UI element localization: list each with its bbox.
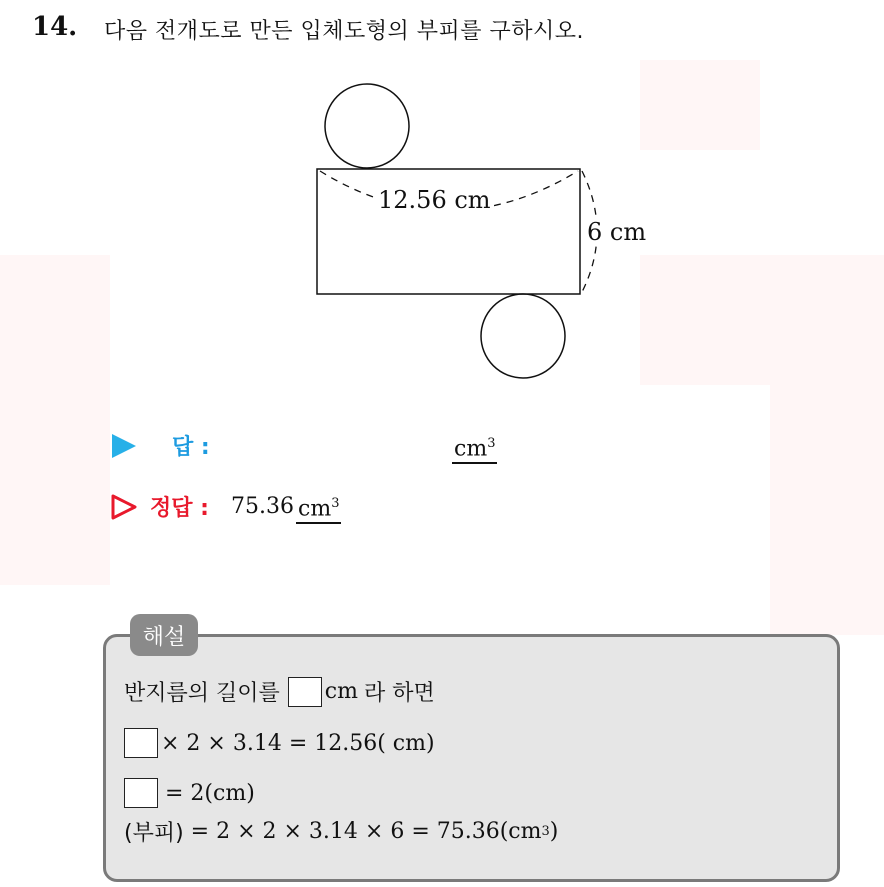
blank-box (288, 677, 322, 707)
correct-answer-value: 75.36 (230, 494, 294, 519)
solution-line-2: × 2 × 3.14 = 12.56( cm) (124, 728, 435, 758)
answer-row (112, 430, 210, 461)
blank-box (124, 728, 158, 758)
play-outline-icon (110, 493, 138, 521)
solution-line-4: (부피) = 2 × 2 × 3.14 × 6 = 75.36(cm 3 ) (124, 819, 559, 846)
play-arrow-icon (112, 434, 136, 458)
correct-answer-label: 정답 : (150, 496, 209, 521)
bottom-circle (481, 294, 565, 378)
blank-box (124, 778, 158, 808)
width-label: 12.56 cm (375, 186, 494, 214)
solution-tab: 해설 (130, 614, 198, 656)
answer-label: 답 : (172, 435, 210, 460)
question-text: 다음 전개도로 만든 입체도형의 부피를 구하시오. (104, 19, 585, 44)
correct-answer-unit: $cm^3$ (296, 492, 341, 524)
question-number: 14. (32, 12, 78, 42)
height-label: 6 cm (584, 218, 649, 246)
background-tint (770, 385, 884, 635)
solution-line-3: = 2(cm) (124, 778, 255, 808)
correct-answer-row (110, 491, 294, 522)
answer-unit[interactable]: $cm^3$ (452, 432, 497, 464)
top-circle (325, 84, 409, 168)
solution-line-1: 반지름의 길이를 cm 라 하면 (124, 676, 435, 707)
